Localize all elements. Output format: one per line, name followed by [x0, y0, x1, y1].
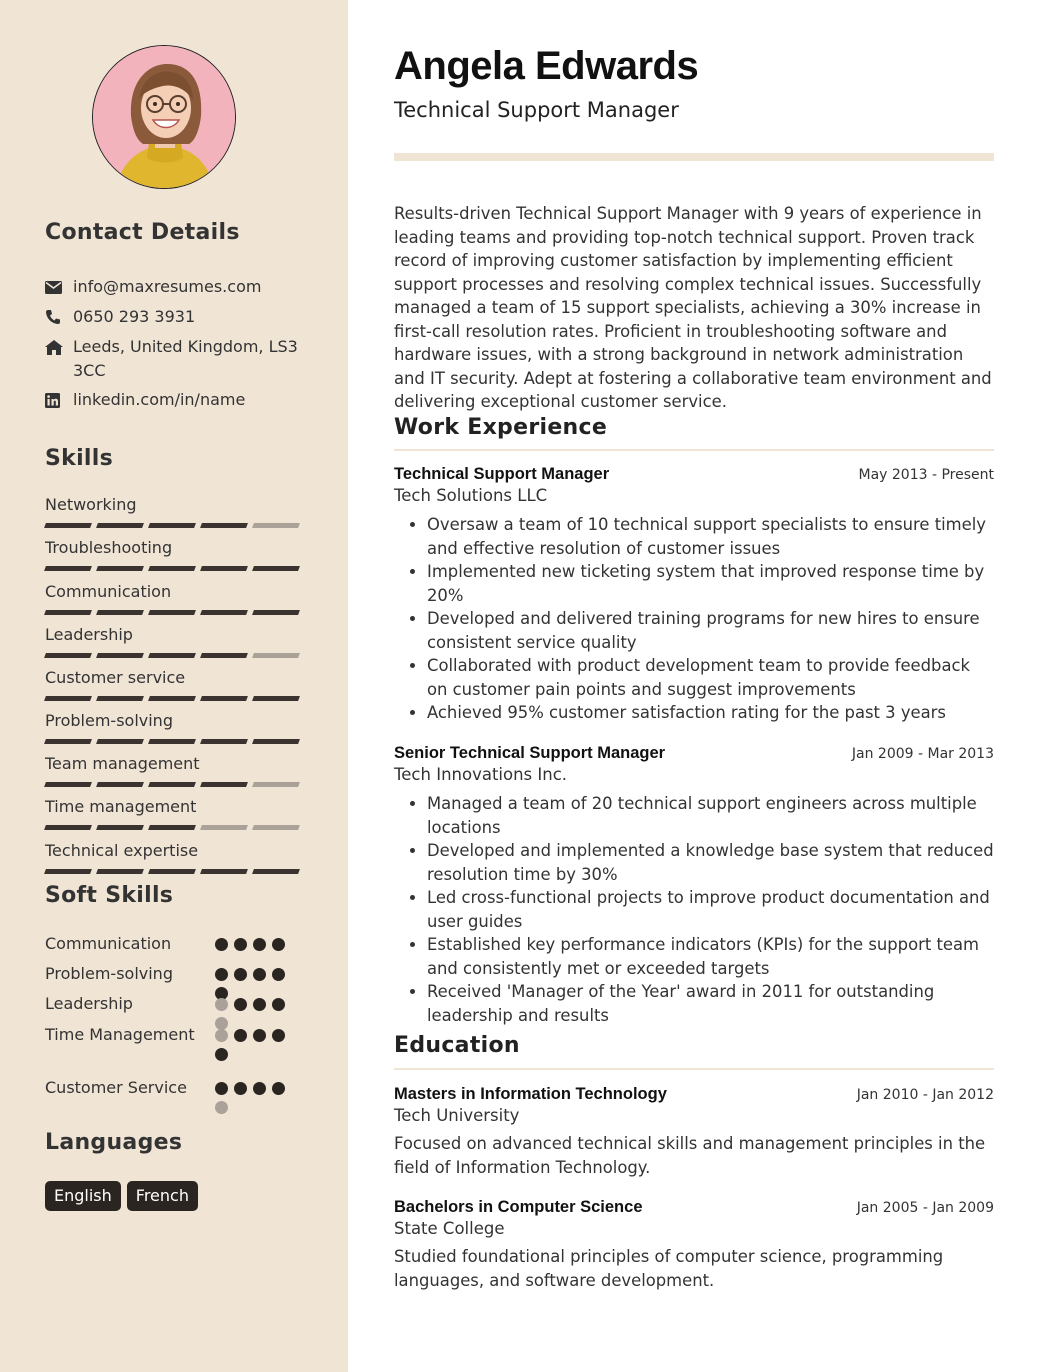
- soft-skill-item: [45, 992, 295, 1016]
- skill-item: [45, 668, 301, 701]
- rating-dot: [253, 938, 266, 951]
- rating-dot: [253, 1082, 266, 1095]
- skill-item: [45, 841, 301, 874]
- skill-bar: [44, 869, 92, 874]
- language-badge: French: [127, 1181, 198, 1211]
- languages-heading: Languages: [45, 1130, 183, 1155]
- job-bullet: • Developed and delivered training programs for new hires to ensure consistent service quality: [427, 607, 994, 654]
- school-name: State College: [394, 1219, 505, 1238]
- skill-bar: [200, 523, 248, 528]
- job-bullets: [394, 792, 994, 1027]
- skill-bar: [44, 739, 92, 744]
- skill-level-bars: [45, 653, 301, 658]
- rating-dot: [272, 1029, 285, 1042]
- rating-dot: [253, 998, 266, 1011]
- job-title: Technical Support Manager: [394, 465, 610, 483]
- school-name: Tech University: [394, 1106, 520, 1125]
- skill-bar: [200, 610, 248, 615]
- skill-label: Team management: [45, 754, 200, 773]
- rating-dot: [234, 1082, 247, 1095]
- skill-bar: [44, 696, 92, 701]
- rating-dot: [215, 1101, 228, 1114]
- skill-bar: [96, 825, 144, 830]
- main-content: [348, 0, 1040, 1372]
- job-entry: [394, 744, 994, 1027]
- candidate-title: Technical Support Manager: [394, 98, 679, 122]
- soft-skill-dots: [215, 938, 295, 951]
- job-bullet: • Received 'Manager of the Year' award in 2011 for outstanding leadership and results: [427, 980, 994, 1027]
- skill-bar: [148, 696, 196, 701]
- soft-skill-dots: [215, 1082, 295, 1114]
- skill-label: Problem-solving: [45, 711, 173, 730]
- skill-label: Time management: [45, 797, 197, 816]
- skill-label: Technical expertise: [45, 841, 199, 860]
- languages-list: [45, 1181, 198, 1211]
- rating-dot: [234, 1029, 247, 1042]
- skill-bar: [44, 825, 92, 830]
- skill-level-bars: [45, 696, 301, 701]
- skill-bar: [148, 566, 196, 571]
- skill-bar: [96, 869, 144, 874]
- skill-bar: [96, 653, 144, 658]
- skill-bar: [252, 696, 300, 701]
- skill-label: Leadership: [45, 625, 133, 644]
- job-bullet: • Implemented new ticketing system that improved response time by 20%: [427, 560, 994, 607]
- skills-heading: Skills: [45, 446, 113, 471]
- skill-bar: [252, 610, 300, 615]
- rating-dot: [253, 968, 266, 981]
- skill-item: [45, 754, 301, 787]
- envelope-icon: [45, 275, 63, 299]
- section-divider: [394, 1068, 994, 1070]
- skill-bar: [252, 825, 300, 830]
- skill-level-bars: [45, 825, 301, 830]
- linkedin-icon: [45, 388, 63, 412]
- contact-address: [45, 335, 315, 383]
- skill-bar: [44, 523, 92, 528]
- skill-bar: [200, 869, 248, 874]
- skill-item: [45, 711, 301, 744]
- job-company: Tech Solutions LLC: [394, 486, 548, 505]
- skill-bar: [44, 653, 92, 658]
- job-bullet: • Established key performance indicators (KPIs) for the support team and consistently met or exceeded targets: [427, 933, 994, 980]
- contact-phone[interactable]: [45, 305, 315, 329]
- skill-level-bars: [45, 739, 301, 744]
- skill-level-bars: [45, 523, 301, 528]
- skill-item: [45, 495, 301, 528]
- skill-bar: [148, 782, 196, 787]
- sidebar: [0, 0, 348, 1372]
- skill-bar: [148, 739, 196, 744]
- home-icon: [45, 335, 63, 359]
- skill-bar: [44, 610, 92, 615]
- rating-dot: [234, 968, 247, 981]
- degree-title: Bachelors in Computer Science: [394, 1198, 643, 1216]
- skill-bar: [252, 869, 300, 874]
- skill-bar: [252, 782, 300, 787]
- education-date: Jan 2005 - Jan 2009: [856, 1200, 994, 1216]
- skill-item: [45, 797, 301, 830]
- skill-bar: [96, 566, 144, 571]
- skill-bar: [96, 739, 144, 744]
- skill-label: Communication: [45, 582, 172, 601]
- skill-bar: [200, 566, 248, 571]
- soft-skill-item: [45, 1023, 295, 1047]
- skill-bar: [96, 782, 144, 787]
- education-description: Focused on advanced technical skills and management principles in the field of Information Technology.: [394, 1134, 986, 1177]
- soft-skills-heading: Soft Skills: [45, 883, 174, 908]
- skill-bar: [96, 696, 144, 701]
- contact-linkedin[interactable]: [45, 388, 315, 412]
- rating-dot: [272, 998, 285, 1011]
- skill-bar: [148, 869, 196, 874]
- rating-dot: [215, 938, 228, 951]
- skill-bar: [148, 610, 196, 615]
- skill-bar: [252, 523, 300, 528]
- contact-phone-text: 0650 293 3931: [73, 307, 196, 326]
- skill-level-bars: [45, 566, 301, 571]
- rating-dot: [215, 968, 228, 981]
- skill-bar: [200, 782, 248, 787]
- skill-item: [45, 625, 301, 658]
- rating-dot: [272, 968, 285, 981]
- soft-skill-item: [45, 1076, 295, 1100]
- contact-address-text: Leeds, United Kingdom, LS3 3CC: [73, 337, 298, 380]
- rating-dot: [253, 1029, 266, 1042]
- rating-dot: [215, 1082, 228, 1095]
- soft-skill-item: [45, 962, 295, 986]
- skill-bar: [200, 653, 248, 658]
- skill-bar: [96, 523, 144, 528]
- skill-bar: [148, 825, 196, 830]
- job-company: Tech Innovations Inc.: [394, 765, 568, 784]
- job-date: Jan 2009 - Mar 2013: [851, 746, 994, 762]
- skill-level-bars: [45, 869, 301, 874]
- job-bullet: • Oversaw a team of 10 technical support specialists to ensure timely and effective resolution of customer issues: [427, 513, 994, 560]
- skill-level-bars: [45, 610, 301, 615]
- skill-item: [45, 538, 301, 571]
- job-bullet: • Developed and implemented a knowledge base system that reduced resolution time by 30%: [427, 839, 994, 886]
- education-entry: [394, 1198, 994, 1292]
- job-bullets: [394, 513, 994, 725]
- job-entry: [394, 465, 994, 725]
- skill-label: Networking: [45, 495, 137, 514]
- soft-skill-label: Time Management: [45, 1025, 195, 1044]
- job-bullet: • Managed a team of 20 technical support engineers across multiple locations: [427, 792, 994, 839]
- education-description: Studied foundational principles of computer science, programming languages, and software development.: [394, 1247, 944, 1290]
- skill-bar: [44, 782, 92, 787]
- contact-heading: Contact Details: [45, 220, 240, 245]
- job-title: Senior Technical Support Manager: [394, 744, 666, 762]
- phone-icon: [45, 305, 63, 329]
- work-experience-heading: Work Experience: [394, 415, 608, 440]
- degree-title: Masters in Information Technology: [394, 1085, 667, 1103]
- education-entry: [394, 1085, 994, 1179]
- rating-dot: [272, 1082, 285, 1095]
- rating-dot: [215, 1029, 228, 1042]
- skill-bar: [148, 653, 196, 658]
- soft-skill-label: Communication: [45, 934, 172, 953]
- contact-linkedin-text: linkedin.com/in/name: [73, 390, 246, 409]
- contact-email[interactable]: [45, 275, 315, 299]
- soft-skill-label: Customer Service: [45, 1078, 187, 1097]
- skill-item: [45, 582, 301, 615]
- skill-level-bars: [45, 782, 301, 787]
- skill-bar: [200, 825, 248, 830]
- rating-dot: [215, 998, 228, 1011]
- section-divider: [394, 449, 994, 451]
- job-bullet: • Led cross-functional projects to improve product documentation and user guides: [427, 886, 994, 933]
- contact-email-text: info@maxresumes.com: [73, 277, 262, 296]
- language-badge: English: [45, 1181, 121, 1211]
- skill-bar: [200, 696, 248, 701]
- skill-label: Customer service: [45, 668, 186, 687]
- avatar: [92, 45, 236, 189]
- job-bullet: • Achieved 95% customer satisfaction rating for the past 3 years: [427, 701, 994, 725]
- education-date: Jan 2010 - Jan 2012: [856, 1087, 994, 1103]
- rating-dot: [272, 938, 285, 951]
- summary: Results-driven Technical Support Manager with 9 years of experience in leading teams and providing top-notch technical support. Proven track record of improving customer satisfaction by implementing efficient support processes and resolving complex technical issues. Successfully managed a team of 15 support specialists, achieving a 30% increase in first-call resolution rates. Proficient in troubleshooting software and hardware issues, with a strong background in network administration and IT security. Adept at fostering a collaborative team environment and delivering exceptional customer service.: [394, 204, 992, 411]
- skill-bar: [252, 739, 300, 744]
- skill-bar: [148, 523, 196, 528]
- rating-dot: [234, 938, 247, 951]
- rating-dot: [234, 998, 247, 1011]
- rating-dot: [215, 1048, 228, 1061]
- soft-skill-item: [45, 932, 295, 956]
- soft-skill-dots: [215, 1029, 295, 1061]
- skill-bar: [252, 653, 300, 658]
- header-divider: [394, 153, 994, 161]
- skill-bar: [96, 610, 144, 615]
- skill-bar: [252, 566, 300, 571]
- soft-skill-label: Problem-solving: [45, 964, 173, 983]
- skill-bar: [44, 566, 92, 571]
- skill-bar: [200, 739, 248, 744]
- soft-skill-label: Leadership: [45, 994, 133, 1013]
- skill-label: Troubleshooting: [45, 538, 173, 557]
- education-heading: Education: [394, 1033, 520, 1058]
- job-date: May 2013 - Present: [858, 467, 994, 483]
- candidate-name: Angela Edwards: [394, 44, 699, 88]
- job-bullet: • Collaborated with product development team to provide feedback on customer pain points and suggest improvements: [427, 654, 994, 701]
